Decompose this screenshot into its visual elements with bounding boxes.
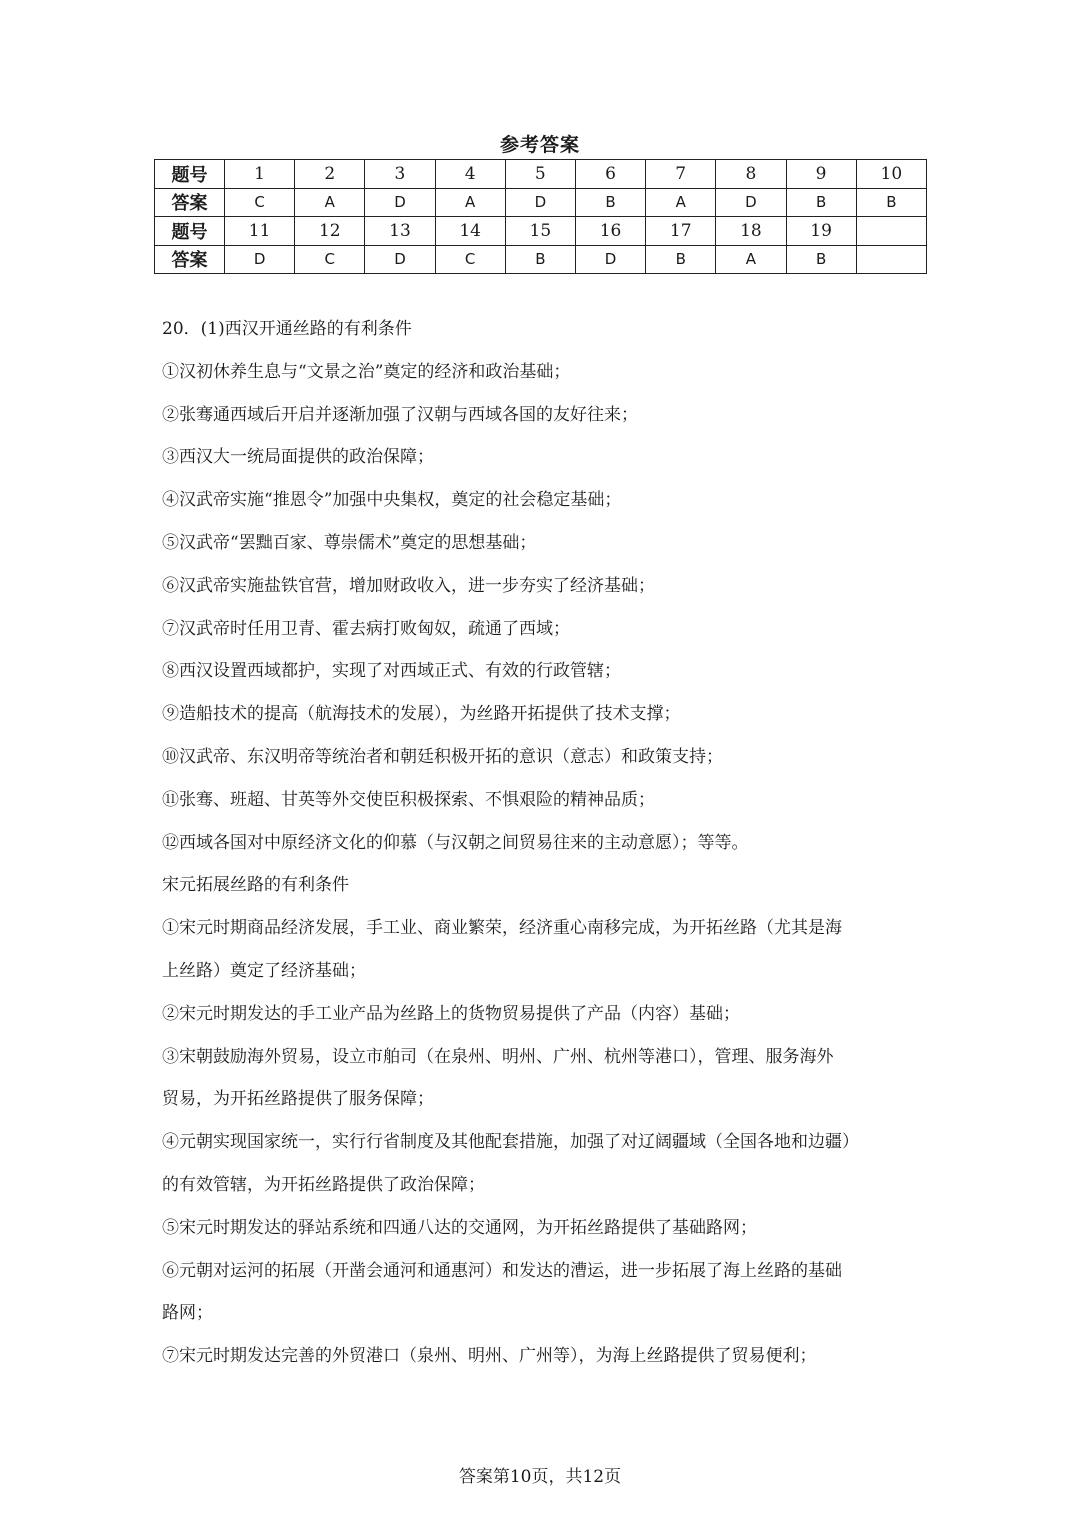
answer-body: [162, 308, 922, 1378]
table-cell: [856, 245, 926, 274]
text-line: 上丝路）奠定了经济基础；: [162, 960, 366, 981]
table-cell: 5: [505, 160, 575, 189]
table-cell: 3: [365, 160, 435, 189]
table-cell: B: [856, 188, 926, 217]
table-cell: 13: [365, 217, 435, 246]
table-cell: 2: [295, 160, 365, 189]
text-line: ④元朝实现国家统一，实行行省制度及其他配套措施，加强了对辽阔疆域（全国各地和边疆）: [162, 1132, 859, 1153]
text-line: ⑩汉武帝、东汉明帝等统治者和朝廷积极开拓的意识（意志）和政策支持；: [162, 746, 723, 767]
table-row: [155, 217, 927, 246]
table-cell: 9: [786, 160, 856, 189]
text-line: ⑨造船技术的提高（航海技术的发展），为丝路开拓提供了技术支撑；: [162, 704, 681, 725]
table-cell: B: [505, 245, 575, 274]
table-row: [155, 160, 927, 189]
row-header: 答案: [155, 188, 225, 217]
text-line: 路网；: [162, 1303, 213, 1324]
table-cell: 1: [225, 160, 295, 189]
table-cell: 12: [295, 217, 365, 246]
table-cell: 11: [225, 217, 295, 246]
table-cell: D: [716, 188, 786, 217]
table-cell: 14: [435, 217, 505, 246]
text-line: ③宋朝鼓励海外贸易，设立市舶司（在泉州、明州、广州、杭州等港口），管理、服务海外: [162, 1046, 834, 1067]
table-cell: C: [225, 188, 295, 217]
table-cell: D: [575, 245, 645, 274]
table-cell: 17: [646, 217, 716, 246]
table-cell: A: [295, 188, 365, 217]
text-line: ⑤汉武帝“罢黜百家、尊崇儒术”奠定的思想基础；: [162, 532, 537, 553]
table-cell: 18: [716, 217, 786, 246]
table-cell: A: [646, 188, 716, 217]
text-line: 的有效管辖，为开拓丝路提供了政治保障；: [162, 1174, 485, 1195]
text-line: ⑤宋元时期发达的驿站系统和四通八达的交通网，为开拓丝路提供了基础路网；: [162, 1217, 757, 1238]
answer-table: [154, 159, 927, 274]
text-line: 20．(1)西汉开通丝路的有利条件: [162, 319, 412, 339]
text-line: ①汉初休养生息与“文景之治”奠定的经济和政治基础；: [162, 361, 571, 382]
table-cell: B: [575, 188, 645, 217]
row-header: 题号: [155, 217, 225, 246]
table-row: [155, 188, 927, 217]
table-cell: A: [716, 245, 786, 274]
row-header: 答案: [155, 245, 225, 274]
table-cell: A: [435, 188, 505, 217]
table-cell: 6: [575, 160, 645, 189]
text-line: 宋元拓展丝路的有利条件: [162, 875, 349, 896]
page-title: 参考答案: [499, 134, 580, 156]
table-cell: 4: [435, 160, 505, 189]
table-cell: B: [646, 245, 716, 274]
table-cell: D: [365, 188, 435, 217]
table-cell: 16: [575, 217, 645, 246]
table-cell: 10: [856, 160, 926, 189]
table-cell: D: [365, 245, 435, 274]
table-cell: 19: [786, 217, 856, 246]
text-line: ②张骞通西域后开启并逐渐加强了汉朝与西域各国的友好往来；: [162, 404, 638, 425]
table-row: [155, 245, 927, 274]
text-line: ④汉武帝实施“推恩令”加强中央集权，奠定的社会稳定基础；: [162, 490, 622, 511]
text-line: 贸易，为开拓丝路提供了服务保障；: [162, 1089, 434, 1110]
text-line: ⑥元朝对运河的拓展（开凿会通河和通惠河）和发达的漕运，进一步拓展了海上丝路的基础: [162, 1260, 842, 1281]
text-line: ①宋元时期商品经济发展，手工业、商业繁荣，经济重心南移完成，为开拓丝路（尤其是海: [162, 918, 842, 939]
text-line: ②宋元时期发达的手工业产品为丝路上的货物贸易提供了产品（内容）基础；: [162, 1003, 740, 1024]
table-cell: 8: [716, 160, 786, 189]
text-line: ⑫西域各国对中原经济文化的仰慕（与汉朝之间贸易往来的主动意愿）；等等。: [162, 832, 749, 853]
text-line: ⑦宋元时期发达完善的外贸港口（泉州、明州、广州等），为海上丝路提供了贸易便利；: [162, 1346, 817, 1367]
table-cell: 7: [646, 160, 716, 189]
table-cell: B: [786, 245, 856, 274]
table-cell: D: [225, 245, 295, 274]
text-line: ⑪张骞、班超、甘英等外交使臣积极探索、不惧艰险的精神品质；: [162, 789, 655, 810]
table-cell: [856, 217, 926, 246]
text-line: ⑧西汉设置西域都护，实现了对西域正式、有效的行政管辖；: [162, 661, 621, 682]
table-cell: C: [435, 245, 505, 274]
page-footer: 答案第10页，共12页: [458, 1467, 622, 1487]
text-line: ⑥汉武帝实施盐铁官营，增加财政收入，进一步夯实了经济基础；: [162, 575, 655, 596]
text-line: ⑦汉武帝时任用卫青、霍去病打败匈奴，疏通了西域；: [162, 618, 570, 639]
text-line: ③西汉大一统局面提供的政治保障；: [162, 447, 434, 468]
table-cell: 15: [505, 217, 575, 246]
table-cell: B: [786, 188, 856, 217]
table-cell: C: [295, 245, 365, 274]
row-header: 题号: [155, 160, 225, 189]
table-cell: D: [505, 188, 575, 217]
